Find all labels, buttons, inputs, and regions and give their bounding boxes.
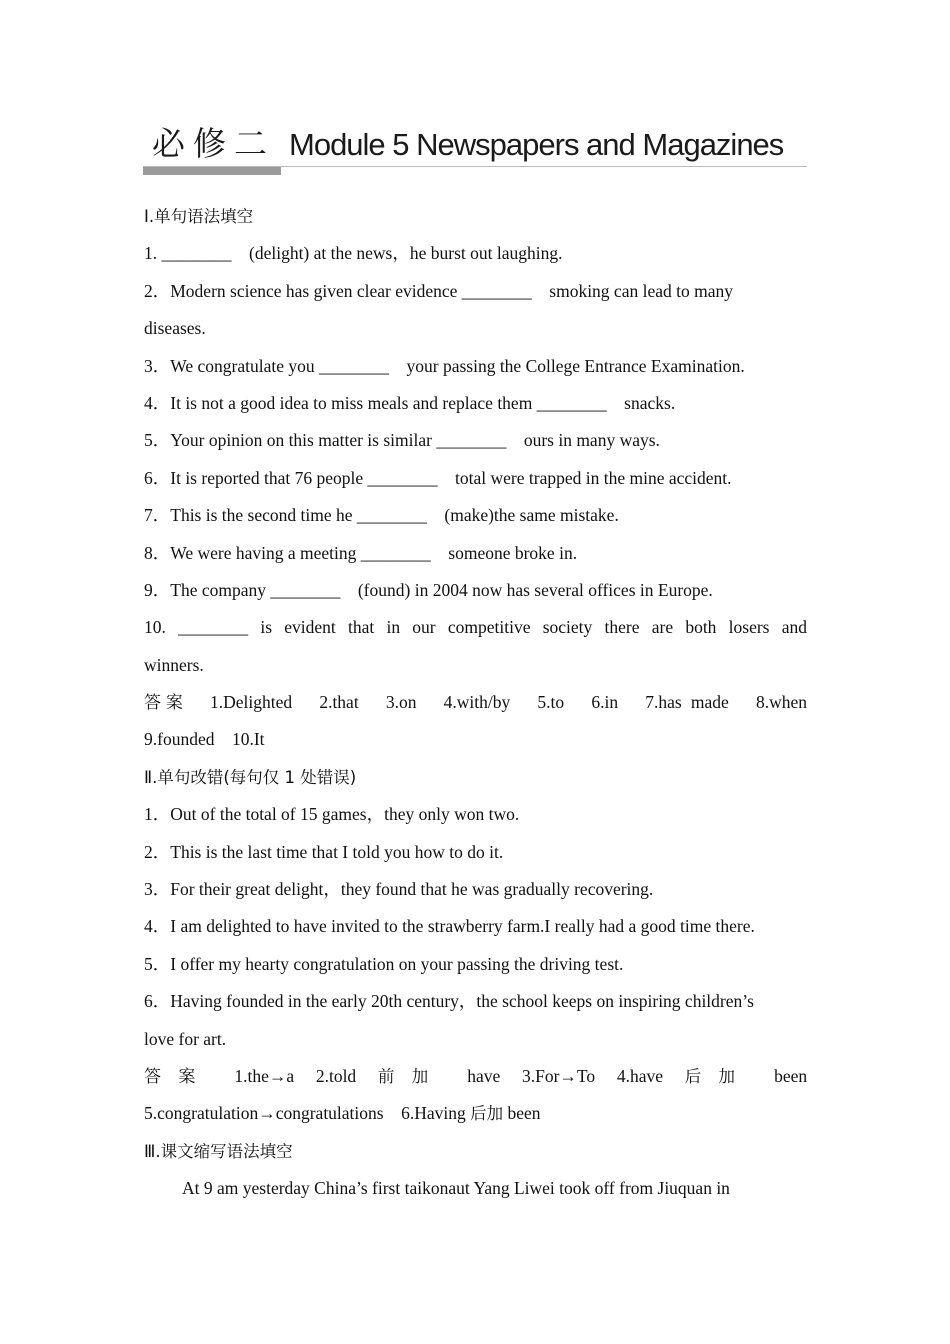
s2-answer-2: 2.told <box>315 1065 357 1086</box>
s2-question-2: 2．This is the last time that I told you how to do it. <box>144 841 504 862</box>
s2-answer-4: 4.have <box>616 1065 664 1086</box>
s1-answer-line-2: 9.founded 10.It <box>144 729 265 750</box>
s2-question-5: 5．I offer my hearty congratulation on your passing the driving test. <box>144 953 624 974</box>
s1-question-1: 1. ________ (delight) at the news，he burst out laughing. <box>144 243 563 264</box>
document-body <box>144 198 807 1208</box>
section2-heading: Ⅱ.单句改错(每句仅 1 处错误) <box>144 767 357 787</box>
s1-question-3: 3．We congratulate you ________ your passing the College Entrance Examination. <box>144 355 745 376</box>
section1-heading: Ⅰ.单句语法填空 <box>144 207 254 226</box>
s2-answer-line-1 <box>144 1058 807 1095</box>
answer-label: 答案 <box>144 1066 213 1087</box>
s1-question-2: 2．Modern science has given clear evidence ________ smoking can lead to many <box>144 280 733 301</box>
s1-question-5: 5．Your opinion on this matter is similar ________ ours in many ways. <box>144 430 660 451</box>
s2-answer-1: 1.the→a <box>234 1065 295 1086</box>
s2-question-3: 3．For their great delight，they found that he was gradually recovering. <box>144 879 654 900</box>
s3-paragraph: At 9 am yesterday China’s first taikonaut Yang Liwei took off from Jiuquan in <box>182 1178 730 1199</box>
s2-question-6: 6．Having founded in the early 20th century，the school keeps on inspiring children’s <box>144 991 754 1012</box>
s1-question-10-cont: winners. <box>144 654 204 675</box>
s1-question-10: 10. ________ is evident that in our competitive society there are both losers and <box>144 617 807 638</box>
s1-question-6: 6．It is reported that 76 people ________ total were trapped in the mine accident. <box>144 467 732 488</box>
s2-answer-3: 3.For→To <box>521 1065 596 1086</box>
s2-question-1: 1．Out of the total of 15 games，they only won two. <box>144 804 520 825</box>
s1-question-8: 8．We were having a meeting ________ someone broke in. <box>144 542 578 563</box>
s1-question-4: 4．It is not a good idea to miss meals and replace them ________ snacks. <box>144 392 676 413</box>
s2-answer-4-word: been <box>774 1065 808 1086</box>
s1-answer-line-1 <box>144 684 807 721</box>
s1-question-2-cont: diseases. <box>144 318 206 339</box>
s2-question-6-cont: love for art. <box>144 1028 227 1049</box>
s1-answers: 1.Delighted 2.that 3.on 4.with/by 5.to 6.in 7.has made 8.when <box>210 692 808 713</box>
s2-answer-6-word: been <box>503 1103 541 1124</box>
s2-answer-line-2 <box>144 1095 807 1132</box>
s2-answer-2-word: have <box>467 1065 501 1086</box>
s2-answer-6-note: 后加 <box>470 1104 504 1124</box>
s2-answers-5-6: 5.congratulation→congratulations 6.Having <box>144 1103 471 1124</box>
title-chinese: 必修二 <box>152 124 275 163</box>
s2-question-4: 4．I am delighted to have invited to the strawberry farm.I really had a good time there. <box>144 916 755 937</box>
title-accent-bar <box>143 167 281 175</box>
page-title <box>152 118 812 164</box>
s1-question-9: 9．The company ________ (found) in 2004 now has several offices in Europe. <box>144 579 713 600</box>
s1-question-7: 7．This is the second time he ________ (make)the same mistake. <box>144 505 619 526</box>
section3-heading: Ⅲ.课文缩写语法填空 <box>144 1141 293 1161</box>
s2-answer-2-note: 前加 <box>377 1066 446 1086</box>
title-english: Module 5 Newspapers and Magazines <box>289 127 784 162</box>
s2-answer-4-note: 后加 <box>684 1066 753 1086</box>
answer-label: 答案 <box>144 693 188 714</box>
